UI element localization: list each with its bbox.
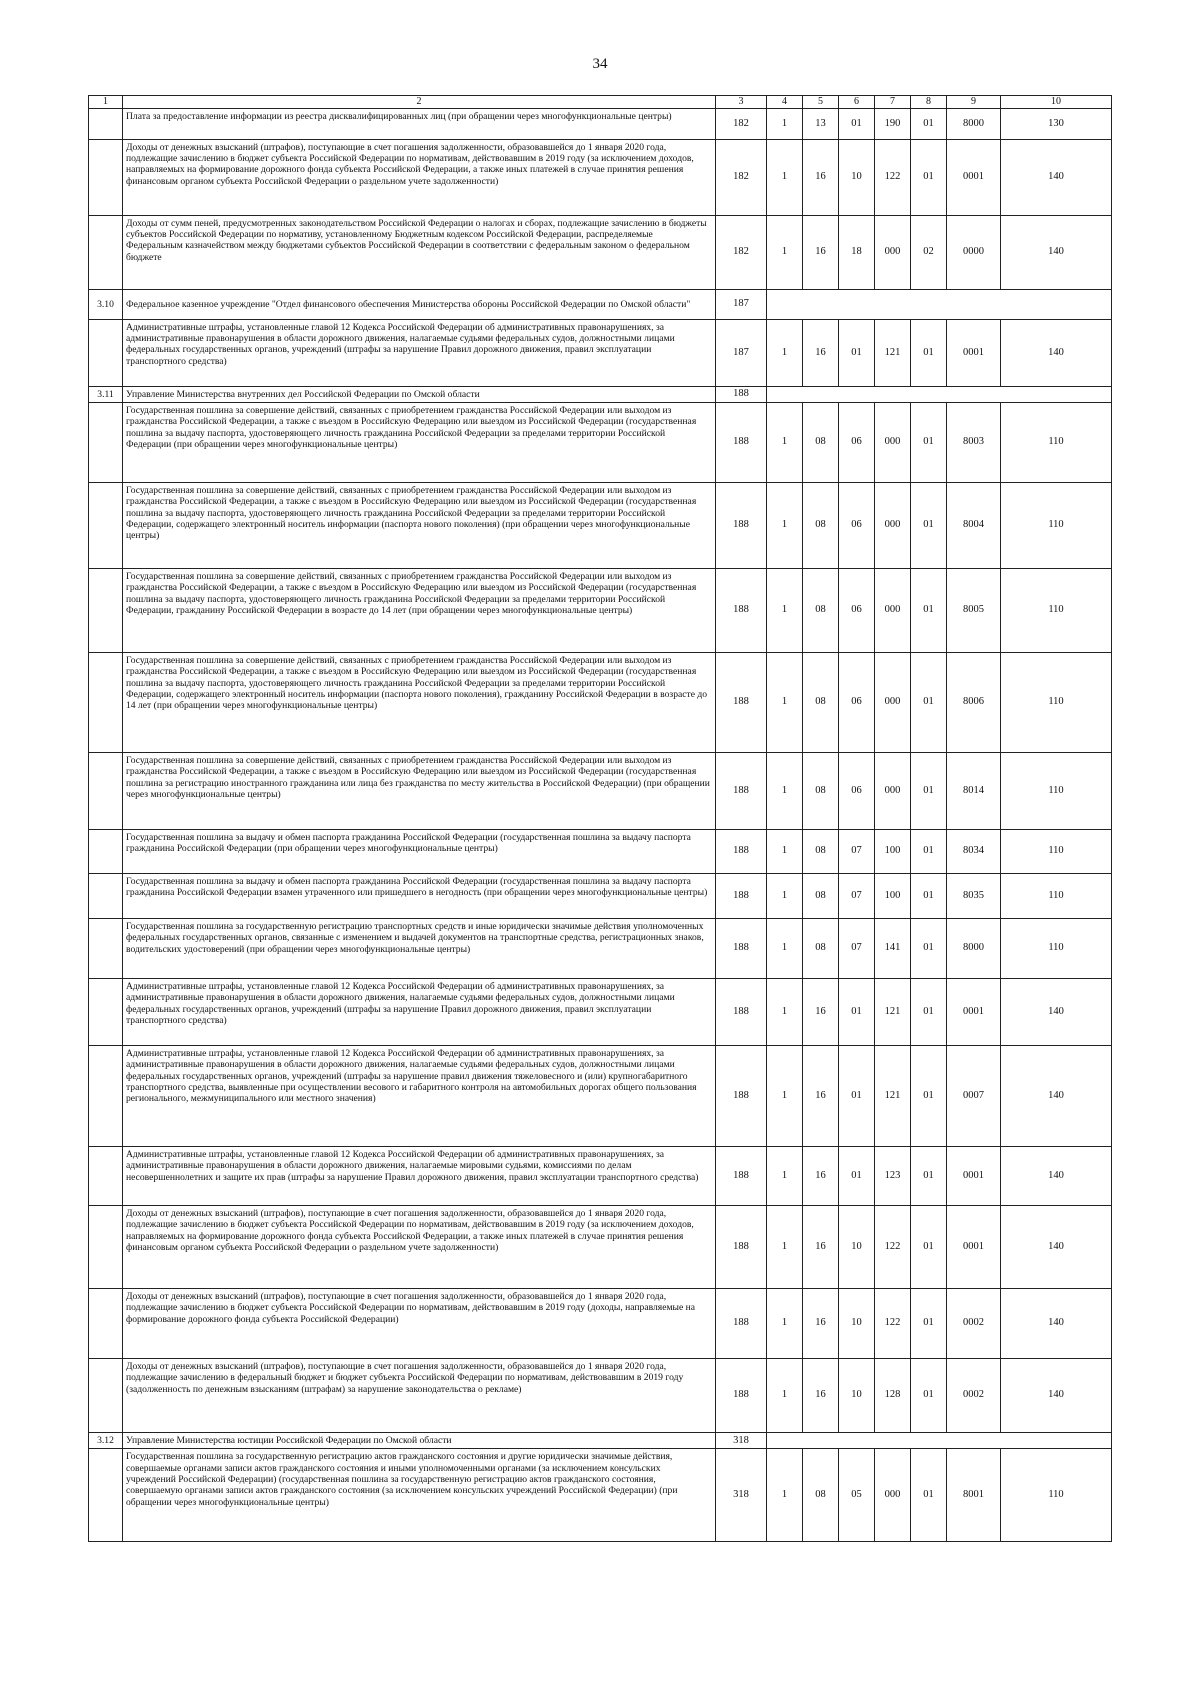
column-number: 1 [89, 96, 123, 109]
row-number [89, 483, 123, 569]
code-cell: 01 [911, 1206, 947, 1289]
code-cell: 188 [716, 753, 767, 830]
code-cell: 08 [803, 830, 839, 874]
section-number: 3.10 [89, 289, 123, 319]
revenue-description: Доходы от сумм пеней, предусмотренных законодательством Российской Федерации о налогах и сборах, подлежащие зачислению в бюджеты субъектов Российской Федерации по нормативу, установленному Бюджетным кодексом Российской Федерации, распределяемые Федеральным казначейством между бюджетами субъектов Российской Федерации в соответствии с федеральным законом о федеральном бюджете [123, 215, 716, 289]
code-cell: 000 [875, 483, 911, 569]
row-number [89, 1206, 123, 1289]
code-cell: 01 [911, 139, 947, 215]
code-cell: 121 [875, 319, 911, 386]
code-cell: 8034 [947, 830, 1001, 874]
section-title: Управление Министерства внутренних дел Российской Федерации по Омской области [123, 386, 716, 402]
code-cell: 0001 [947, 319, 1001, 386]
code-cell: 140 [1001, 1046, 1112, 1147]
code-cell: 06 [839, 483, 875, 569]
revenue-description: Административные штрафы, установленные главой 12 Кодекса Российской Федерации об административных правонарушениях, за административные правонарушения в области дорожного движения, налагаемые судьями федеральных судов, должностными лицами федеральных государственных органов, учреждений (штрафы за нарушение правил движения тяжеловесного и (или) крупногабаритного транспортного средства, выявленные при осуществлении весового и габаритного контроля на автомобильных дорогах общего пользования регионального, межмуниципального или местного значения) [123, 1046, 716, 1147]
code-cell: 01 [911, 403, 947, 483]
row-number [89, 403, 123, 483]
revenue-description: Государственная пошлина за совершение действий, связанных с приобретением гражданства Российской Федерации или выходом из гражданства Российской Федерации, а также с въездом в Российскую Федерацию или выездом из Российской Федерации (государственная пошлина за выдачу паспорта, удостоверяющего личность гражданина Российской Федерации за пределами территории Российской Федерации, содержащего электронный носитель информации (паспорта нового поколения), гражданину Российской Федерации в возрасте до 14 лет (при обращении через многофункциональные центры) [123, 653, 716, 753]
code-cell: 0007 [947, 1046, 1001, 1147]
row-number [89, 1147, 123, 1206]
code-cell: 1 [767, 1046, 803, 1147]
code-cell: 07 [839, 874, 875, 919]
code-cell: 01 [911, 108, 947, 139]
code-cell: 188 [716, 403, 767, 483]
administrator-code: 187 [716, 289, 767, 319]
revenue-description: Государственная пошлина за совершение действий, связанных с приобретением гражданства Российской Федерации или выходом из гражданства Российской Федерации, а также с въездом в Российскую Федерацию или выездом из Российской Федерации (государственная пошлина за выдачу паспорта, удостоверяющего личность гражданина Российской Федерации за пределами территории Российской Федерации (при обращении через многофункциональные центры) [123, 403, 716, 483]
column-number: 9 [947, 96, 1001, 109]
section-title: Федеральное казенное учреждение "Отдел финансового обеспечения Министерства обороны Российской Федерации по Омской области" [123, 289, 716, 319]
row-number [89, 753, 123, 830]
code-cell: 0002 [947, 1289, 1001, 1359]
code-cell: 01 [911, 1359, 947, 1433]
row-number [89, 830, 123, 874]
administrator-code: 318 [716, 1433, 767, 1449]
code-cell: 8001 [947, 1449, 1001, 1542]
code-cell: 1 [767, 1359, 803, 1433]
code-cell: 8003 [947, 403, 1001, 483]
code-cell: 122 [875, 1206, 911, 1289]
section-row [89, 289, 1112, 319]
table-row [89, 483, 1112, 569]
code-cell: 110 [1001, 919, 1112, 979]
code-cell: 01 [911, 1147, 947, 1206]
code-cell: 140 [1001, 1147, 1112, 1206]
code-cell: 182 [716, 108, 767, 139]
code-cell: 02 [911, 215, 947, 289]
row-number [89, 1289, 123, 1359]
code-cell: 01 [839, 108, 875, 139]
code-cell: 188 [716, 919, 767, 979]
code-cell: 140 [1001, 215, 1112, 289]
row-number [89, 979, 123, 1046]
column-number: 4 [767, 96, 803, 109]
code-cell: 188 [716, 1206, 767, 1289]
code-cell: 0002 [947, 1359, 1001, 1433]
code-cell: 0001 [947, 979, 1001, 1046]
code-cell: 16 [803, 1359, 839, 1433]
code-cell: 1 [767, 874, 803, 919]
code-cell: 01 [911, 483, 947, 569]
table-row [89, 874, 1112, 919]
code-cell: 0001 [947, 1206, 1001, 1289]
code-cell: 16 [803, 1289, 839, 1359]
code-cell: 01 [911, 830, 947, 874]
code-cell: 01 [839, 979, 875, 1046]
code-cell: 100 [875, 874, 911, 919]
code-cell: 182 [716, 139, 767, 215]
code-cell: 1 [767, 979, 803, 1046]
section-row [89, 386, 1112, 402]
table-row [89, 1147, 1112, 1206]
code-cell: 140 [1001, 979, 1112, 1046]
revenue-description: Государственная пошлина за совершение действий, связанных с приобретением гражданства Российской Федерации или выходом из гражданства Российской Федерации, а также с въездом в Российскую Федерацию или выездом из Российской Федерации (государственная пошлина за выдачу паспорта, удостоверяющего личность гражданина Российской Федерации за пределами территории Российской Федерации, содержащего электронный носитель информации (паспорта нового поколения) (при обращении через многофункциональные центры) [123, 483, 716, 569]
code-cell: 0000 [947, 215, 1001, 289]
code-cell: 188 [716, 1147, 767, 1206]
revenue-codes-table [88, 95, 1112, 1542]
revenue-description: Государственная пошлина за выдачу и обмен паспорта гражданина Российской Федерации (государственная пошлина за выдачу паспорта гражданина Российской Федерации (при обращении через многофункциональные центры) [123, 830, 716, 874]
code-cell: 16 [803, 1206, 839, 1289]
row-number [89, 1359, 123, 1433]
code-cell: 121 [875, 1046, 911, 1147]
code-cell: 10 [839, 1206, 875, 1289]
column-numbers-row [89, 96, 1112, 109]
code-cell: 1 [767, 108, 803, 139]
code-cell: 07 [839, 830, 875, 874]
table-row [89, 830, 1112, 874]
code-cell: 100 [875, 830, 911, 874]
column-number: 10 [1001, 96, 1112, 109]
code-cell: 01 [911, 919, 947, 979]
code-cell: 8005 [947, 569, 1001, 653]
row-number [89, 1046, 123, 1147]
code-cell: 188 [716, 653, 767, 753]
code-cell: 08 [803, 653, 839, 753]
table-row [89, 1289, 1112, 1359]
code-cell: 08 [803, 403, 839, 483]
code-cell: 110 [1001, 830, 1112, 874]
code-cell: 140 [1001, 1206, 1112, 1289]
page-number: 34 [592, 56, 608, 72]
code-cell: 1 [767, 830, 803, 874]
code-cell: 16 [803, 139, 839, 215]
code-cell: 10 [839, 139, 875, 215]
code-cell: 1 [767, 139, 803, 215]
code-cell: 16 [803, 979, 839, 1046]
code-cell: 140 [1001, 139, 1112, 215]
code-cell: 1 [767, 1147, 803, 1206]
code-cell: 01 [839, 1046, 875, 1147]
column-number: 3 [716, 96, 767, 109]
code-cell: 0001 [947, 1147, 1001, 1206]
code-cell: 110 [1001, 483, 1112, 569]
code-cell: 01 [839, 1147, 875, 1206]
code-cell: 188 [716, 1359, 767, 1433]
code-cell: 8000 [947, 919, 1001, 979]
code-cell: 110 [1001, 874, 1112, 919]
empty-cell [767, 386, 1112, 402]
empty-cell [767, 289, 1112, 319]
code-cell: 01 [911, 1289, 947, 1359]
column-number: 8 [911, 96, 947, 109]
revenue-description: Доходы от денежных взысканий (штрафов), поступающие в счет погашения задолженности, образовавшейся до 1 января 2020 года, подлежащие зачислению в федеральный бюджет и бюджет субъекта Российской Федерации по нормативам, действовавшим в 2019 году (задолженность по денежным взысканиям (штрафам) за нарушение законодательства о рекламе) [123, 1359, 716, 1433]
column-number: 6 [839, 96, 875, 109]
code-cell: 13 [803, 108, 839, 139]
table-row [89, 979, 1112, 1046]
code-cell: 8004 [947, 483, 1001, 569]
code-cell: 140 [1001, 319, 1112, 386]
section-title: Управление Министерства юстиции Российской Федерации по Омской области [123, 1433, 716, 1449]
table-row [89, 919, 1112, 979]
row-number [89, 1449, 123, 1542]
code-cell: 01 [911, 653, 947, 753]
code-cell: 122 [875, 1289, 911, 1359]
revenue-description: Доходы от денежных взысканий (штрафов), поступающие в счет погашения задолженности, образовавшейся до 1 января 2020 года, подлежащие зачислению в бюджет субъекта Российской Федерации по нормативам, действовавшим в 2019 году (за исключением доходов, направляемых на формирование дорожного фонда субъекта Российской Федерации, а также иных платежей в случае принятия решения финансовым органом субъекта Российской Федерации о раздельном учете задолженности) [123, 139, 716, 215]
code-cell: 01 [911, 753, 947, 830]
code-cell: 05 [839, 1449, 875, 1542]
code-cell: 140 [1001, 1359, 1112, 1433]
code-cell: 16 [803, 1147, 839, 1206]
code-cell: 1 [767, 919, 803, 979]
code-cell: 141 [875, 919, 911, 979]
row-number [89, 874, 123, 919]
table-row [89, 108, 1112, 139]
code-cell: 140 [1001, 1289, 1112, 1359]
row-number [89, 215, 123, 289]
section-number: 3.11 [89, 386, 123, 402]
column-number: 2 [123, 96, 716, 109]
code-cell: 01 [839, 319, 875, 386]
revenue-description: Плата за предоставление информации из реестра дисквалифицированных лиц (при обращении через многофункциональные центры) [123, 108, 716, 139]
code-cell: 10 [839, 1289, 875, 1359]
section-row [89, 1433, 1112, 1449]
revenue-description: Государственная пошлина за государственную регистрацию актов гражданского состояния и другие юридически значимые действия, совершаемые органами записи актов гражданского состояния и иными уполномоченными органами (за исключением консульских учреждений Российской Федерации) (государственная пошлина за государственную регистрацию актов гражданского состояния, совершаемую органами записи актов гражданского состояния (за исключением консульских учреждений Российской Федерации) (при обращении через многофункциональные центры) [123, 1449, 716, 1542]
code-cell: 000 [875, 215, 911, 289]
revenue-description: Доходы от денежных взысканий (штрафов), поступающие в счет погашения задолженности, образовавшейся до 1 января 2020 года, подлежащие зачислению в бюджет субъекта Российской Федерации по нормативам, действовавшим в 2019 году (за исключением доходов, направляемых на формирование дорожного фонда субъекта Российской Федерации, а также иных платежей в случае принятия решения финансовым органом субъекта Российской Федерации о раздельном учете задолженности) [123, 1206, 716, 1289]
table-row [89, 319, 1112, 386]
code-cell: 128 [875, 1359, 911, 1433]
section-number: 3.12 [89, 1433, 123, 1449]
code-cell: 1 [767, 1289, 803, 1359]
code-cell: 8006 [947, 653, 1001, 753]
code-cell: 188 [716, 979, 767, 1046]
code-cell: 121 [875, 979, 911, 1046]
code-cell: 01 [911, 319, 947, 386]
code-cell: 188 [716, 1289, 767, 1359]
code-cell: 8014 [947, 753, 1001, 830]
table-row [89, 753, 1112, 830]
code-cell: 1 [767, 483, 803, 569]
row-number [89, 108, 123, 139]
code-cell: 188 [716, 569, 767, 653]
code-cell: 1 [767, 403, 803, 483]
code-cell: 08 [803, 569, 839, 653]
code-cell: 07 [839, 919, 875, 979]
code-cell: 01 [911, 1449, 947, 1542]
code-cell: 10 [839, 1359, 875, 1433]
code-cell: 110 [1001, 653, 1112, 753]
code-cell: 110 [1001, 569, 1112, 653]
row-number [89, 569, 123, 653]
code-cell: 06 [839, 753, 875, 830]
code-cell: 000 [875, 753, 911, 830]
revenue-description: Административные штрафы, установленные главой 12 Кодекса Российской Федерации об административных правонарушениях, за административные правонарушения в области дорожного движения, налагаемые судьями федеральных судов, должностными лицами федеральных государственных органов, учреждений (штрафы за нарушение Правил дорожного движения, правил эксплуатации транспортного средства) [123, 319, 716, 386]
code-cell: 01 [911, 874, 947, 919]
revenue-description: Административные штрафы, установленные главой 12 Кодекса Российской Федерации об административных правонарушениях, за административные правонарушения в области дорожного движения, налагаемые судьями федеральных судов, должностными лицами федеральных государственных органов, учреждений (штрафы за нарушение Правил дорожного движения, правил эксплуатации транспортного средства) [123, 979, 716, 1046]
code-cell: 08 [803, 919, 839, 979]
code-cell: 000 [875, 403, 911, 483]
revenue-description: Государственная пошлина за выдачу и обмен паспорта гражданина Российской Федерации (государственная пошлина за выдачу паспорта гражданина Российской Федерации взамен утраченного или пришедшего в негодность (при обращении через многофункциональные центры) [123, 874, 716, 919]
code-cell: 000 [875, 653, 911, 753]
code-cell: 1 [767, 569, 803, 653]
code-cell: 1 [767, 319, 803, 386]
code-cell: 01 [911, 569, 947, 653]
code-cell: 1 [767, 653, 803, 753]
code-cell: 06 [839, 403, 875, 483]
code-cell: 16 [803, 1046, 839, 1147]
code-cell: 06 [839, 569, 875, 653]
code-cell: 188 [716, 830, 767, 874]
code-cell: 1 [767, 1449, 803, 1542]
code-cell: 08 [803, 483, 839, 569]
code-cell: 188 [716, 483, 767, 569]
code-cell: 130 [1001, 108, 1112, 139]
code-cell: 8000 [947, 108, 1001, 139]
code-cell: 01 [911, 1046, 947, 1147]
code-cell: 122 [875, 139, 911, 215]
code-cell: 110 [1001, 403, 1112, 483]
table-row [89, 1206, 1112, 1289]
code-cell: 08 [803, 1449, 839, 1542]
row-number [89, 919, 123, 979]
column-number: 5 [803, 96, 839, 109]
empty-cell [767, 1433, 1112, 1449]
table-row [89, 569, 1112, 653]
revenue-description: Государственная пошлина за совершение действий, связанных с приобретением гражданства Российской Федерации или выходом из гражданства Российской Федерации, а также с въездом в Российскую Федерацию или выездом из Российской Федерации (государственная пошлина за регистрацию иностранного гражданина или лица без гражданства по месту жительства в Российской Федерации) (при обращении через многофункциональные центры) [123, 753, 716, 830]
code-cell: 1 [767, 1206, 803, 1289]
row-number [89, 319, 123, 386]
revenue-description: Государственная пошлина за государственную регистрацию транспортных средств и иные юридически значимые действия уполномоченных федеральных государственных органов, связанные с изменением и выдачей документов на транспортные средства, регистрационных знаков, водительских удостоверений (при обращении через многофункциональные центры) [123, 919, 716, 979]
revenue-description: Доходы от денежных взысканий (штрафов), поступающие в счет погашения задолженности, образовавшейся до 1 января 2020 года, подлежащие зачислению в бюджет субъекта Российской Федерации по нормативам, действовавшим в 2019 году (доходы, направляемые на формирование дорожного фонда субъекта Российской Федерации) [123, 1289, 716, 1359]
table-row [89, 139, 1112, 215]
table-row [89, 653, 1112, 753]
table-row [89, 403, 1112, 483]
code-cell: 000 [875, 1449, 911, 1542]
revenue-description: Административные штрафы, установленные главой 12 Кодекса Российской Федерации об административных правонарушениях, за административные правонарушения в области дорожного движения, налагаемые мировыми судьями, комиссиями по делам несовершеннолетних и защите их прав (штрафы за нарушение Правил дорожного движения, правил эксплуатации транспортного средства) [123, 1147, 716, 1206]
code-cell: 123 [875, 1147, 911, 1206]
code-cell: 188 [716, 874, 767, 919]
code-cell: 16 [803, 215, 839, 289]
code-cell: 318 [716, 1449, 767, 1542]
table-row [89, 1449, 1112, 1542]
code-cell: 16 [803, 319, 839, 386]
table-row [89, 215, 1112, 289]
code-cell: 000 [875, 569, 911, 653]
code-cell: 01 [911, 979, 947, 1046]
code-cell: 08 [803, 753, 839, 830]
code-cell: 110 [1001, 1449, 1112, 1542]
code-cell: 18 [839, 215, 875, 289]
code-cell: 0001 [947, 139, 1001, 215]
code-cell: 8035 [947, 874, 1001, 919]
code-cell: 188 [716, 1046, 767, 1147]
table-body [89, 96, 1112, 1542]
row-number [89, 139, 123, 215]
code-cell: 182 [716, 215, 767, 289]
code-cell: 08 [803, 874, 839, 919]
code-cell: 06 [839, 653, 875, 753]
code-cell: 190 [875, 108, 911, 139]
column-number: 7 [875, 96, 911, 109]
administrator-code: 188 [716, 386, 767, 402]
revenue-description: Государственная пошлина за совершение действий, связанных с приобретением гражданства Российской Федерации или выходом из гражданства Российской Федерации, а также с въездом в Российскую Федерацию или выездом из Российской Федерации (государственная пошлина за выдачу паспорта, удостоверяющего личность гражданина Российской Федерации за пределами территории Российской Федерации, гражданину Российской Федерации в возрасте до 14 лет (при обращении через многофункциональные центры) [123, 569, 716, 653]
code-cell: 110 [1001, 753, 1112, 830]
code-cell: 187 [716, 319, 767, 386]
code-cell: 1 [767, 215, 803, 289]
code-cell: 1 [767, 753, 803, 830]
table-row [89, 1046, 1112, 1147]
row-number [89, 653, 123, 753]
table-row [89, 1359, 1112, 1433]
